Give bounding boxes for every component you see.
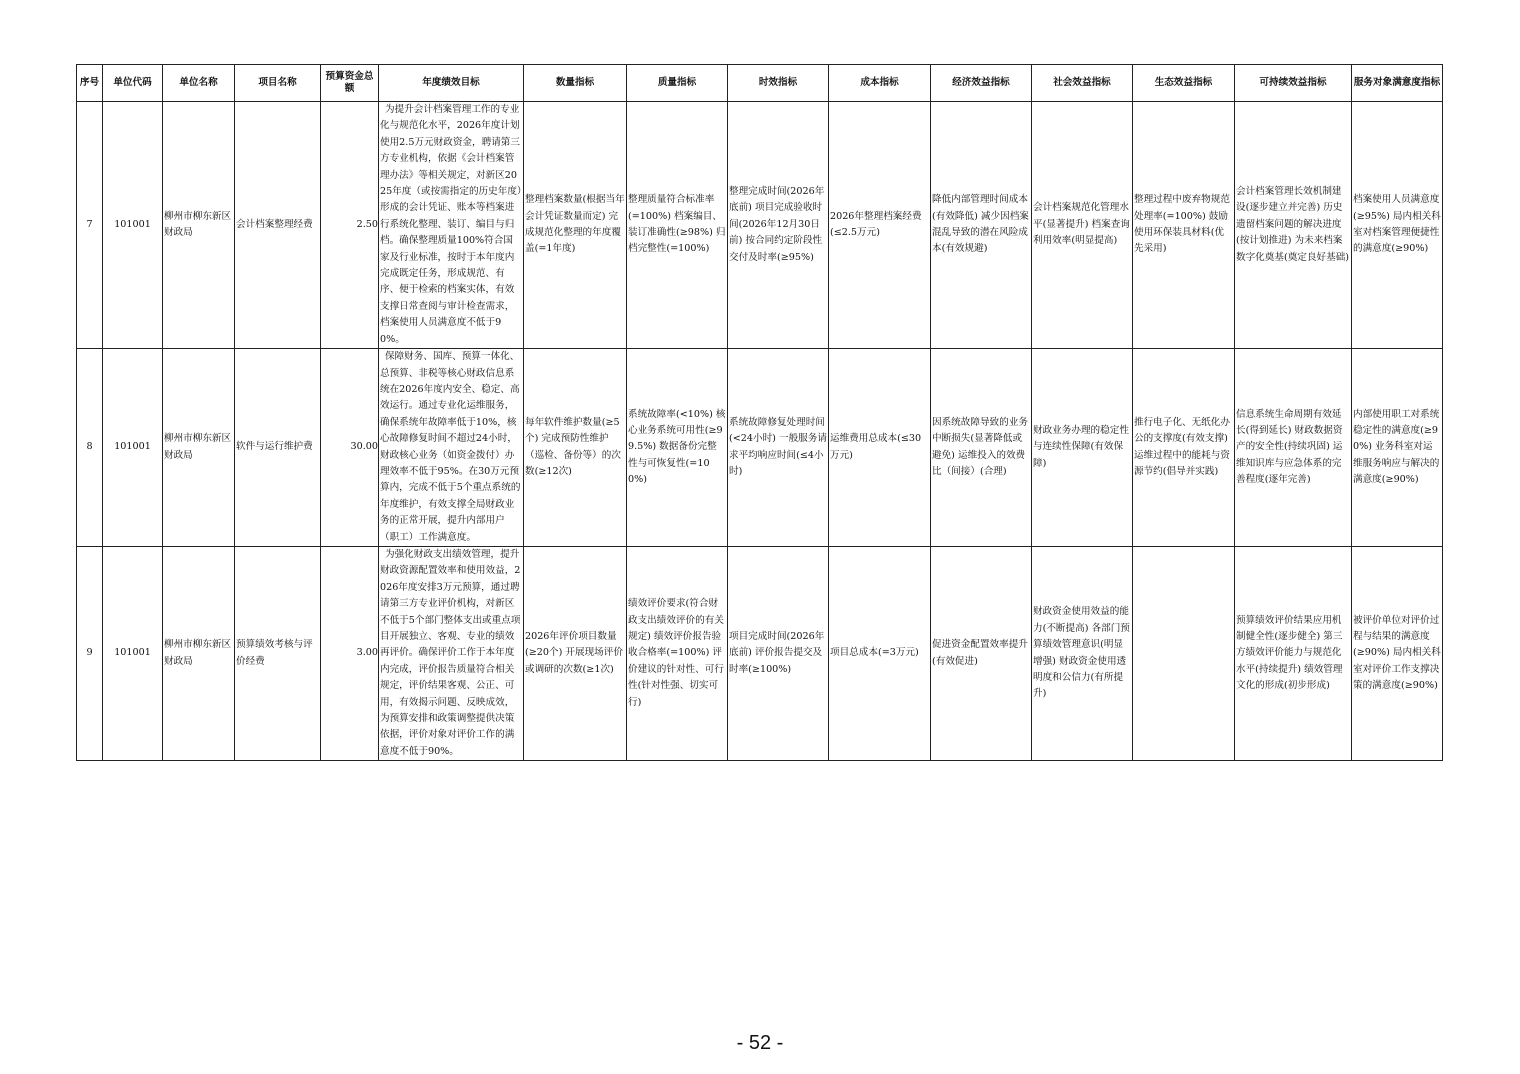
cell-project-name: 会计档案整理经费 (235, 102, 321, 349)
cell-timeliness: 整理完成时间(2026年底前) 项目完成验收时间(2026年12月30日前) 按合同约定阶段性交付及时率(≥95%) (728, 102, 829, 349)
cell-unit-code: 101001 (103, 349, 163, 547)
cell-timeliness: 系统故障修复处理时间(<24小时) 一般服务请求平均响应时间(≤4小时) (728, 349, 829, 547)
header-unit-name: 单位名称 (163, 65, 235, 102)
cell-budget: 3.00 (321, 546, 379, 760)
header-unit-code: 单位代码 (103, 65, 163, 102)
header-annual-goal: 年度绩效目标 (379, 65, 524, 102)
cell-seq: 8 (77, 349, 103, 547)
cell-economic: 促进资金配置效率提升(有效促进) (931, 546, 1032, 760)
cell-economic: 因系统故障导致的业务中断损失(显著降低或避免) 运维投入的效费比（间接）(合理) (931, 349, 1032, 547)
header-timeliness: 时效指标 (728, 65, 829, 102)
header-seq: 序号 (77, 65, 103, 102)
header-sustainable: 可持续效益指标 (1235, 65, 1352, 102)
cell-sustainable: 会计档案管理长效机制建设(逐步建立并完善) 历史遗留档案问题的解决进度(按计划推进) 为未来档案数字化奠基(奠定良好基础) (1235, 102, 1352, 349)
page-number: - 52 - (736, 1032, 784, 1054)
cell-satisfaction: 内部使用职工对系统稳定性的满意度(≥90%) 业务科室对运维服务响应与解决的满意度(≥90%) (1352, 349, 1443, 547)
cell-cost: 项目总成本(=3万元) (829, 546, 931, 760)
cell-budget: 30.00 (321, 349, 379, 547)
performance-table-sheet (76, 64, 1442, 761)
header-social: 社会效益指标 (1032, 65, 1133, 102)
cell-project-name: 软件与运行维护费 (235, 349, 321, 547)
cell-social: 会计档案规范化管理水平(显著提升) 档案查询利用效率(明显提高) (1032, 102, 1133, 349)
cell-annual-goal: 保障财务、国库、预算一体化、总预算、非税等核心财政信息系统在2026年度内安全、稳定、高效运行。通过专业化运维服务，确保系统年故障率低于10%，核心故障修复时间不超过24小时，财政核心业务（如资金拨付）办理效率不低于95%。在30万元预算内，完成不低于5个重点系统的年度维护，有效支撑全局财政业务的正常开展，提升内部用户（职工）工作满意度。 (379, 349, 524, 547)
header-quantity: 数量指标 (524, 65, 627, 102)
cell-seq: 9 (77, 546, 103, 760)
cell-economic: 降低内部管理时间成本(有效降低) 减少因档案混乱导致的潜在风险成本(有效规避) (931, 102, 1032, 349)
cell-ecological: 推行电子化、无纸化办公的支撑度(有效支撑) 运维过程中的能耗与资源节约(倡导并实践) (1133, 349, 1235, 547)
table-header-row (77, 65, 1443, 102)
header-project-name: 项目名称 (235, 65, 321, 102)
cell-satisfaction: 被评价单位对评价过程与结果的满意度(≥90%) 局内相关科室对评价工作支撑决策的满意度(≥90%) (1352, 546, 1443, 760)
cell-budget: 2.50 (321, 102, 379, 349)
header-quality: 质量指标 (627, 65, 728, 102)
performance-targets-table (76, 64, 1443, 761)
cell-ecological (1133, 546, 1235, 760)
cell-quality: 绩效评价要求(符合财政支出绩效评价的有关规定) 绩效评价报告验收合格率(=100%) 评价建议的针对性、可行性(针对性强、切实可行) (627, 546, 728, 760)
cell-sustainable: 信息系统生命周期有效延长(得到延长) 财政数据资产的安全性(持续巩固) 运维知识库与应急体系的完善程度(逐年完善) (1235, 349, 1352, 547)
cell-unit-name: 柳州市柳东新区财政局 (163, 102, 235, 349)
cell-annual-goal: 为提升会计档案管理工作的专业化与规范化水平，2026年度计划使用2.5万元财政资金，聘请第三方专业机构，依据《会计档案管理办法》等相关规定，对新区2025年度（或按需指定的历史年度）形成的会计凭证、账本等档案进行系统化整理、装订、编目与归档。确保整理质量100%符合国家及行业标准，按时于本年度内完成既定任务，形成规范、有序、便于检索的档案实体，有效支撑日常查阅与审计检查需求，档案使用人员满意度不低于90%。 (379, 102, 524, 349)
header-cost: 成本指标 (829, 65, 931, 102)
header-economic: 经济效益指标 (931, 65, 1032, 102)
cell-quality: 系统故障率(<10%) 核心业务系统可用性(≥99.5%) 数据备份完整性与可恢复性(=100%) (627, 349, 728, 547)
table-row (77, 349, 1443, 547)
cell-unit-name: 柳州市柳东新区财政局 (163, 349, 235, 547)
cell-cost: 2026年整理档案经费(≤2.5万元) (829, 102, 931, 349)
cell-ecological: 整理过程中废弃物规范处理率(=100%) 鼓励使用环保装具材料(优先采用) (1133, 102, 1235, 349)
cell-quantity: 每年软件维护数量(≥5个) 完成预防性维护（巡检、备份等）的次数(≥12次) (524, 349, 627, 547)
header-ecological: 生态效益指标 (1133, 65, 1235, 102)
cell-unit-code: 101001 (103, 102, 163, 349)
cell-satisfaction: 档案使用人员满意度(≥95%) 局内相关科室对档案管理便捷性的满意度(≥90%) (1352, 102, 1443, 349)
cell-quality: 整理质量符合标准率(=100%) 档案编目、装订准确性(≥98%) 归档完整性(=100%) (627, 102, 728, 349)
cell-social: 财政资金使用效益的能力(不断提高) 各部门预算绩效管理意识(明显增强) 财政资金使用透明度和公信力(有所提升) (1032, 546, 1133, 760)
header-budget: 预算资金总额 (321, 65, 379, 102)
table-row (77, 102, 1443, 349)
cell-seq: 7 (77, 102, 103, 349)
cell-unit-code: 101001 (103, 546, 163, 760)
table-row (77, 546, 1443, 760)
cell-cost: 运维费用总成本(≤30万元) (829, 349, 931, 547)
cell-quantity: 2026年评价项目数量(≥20个) 开展现场评价或调研的次数(≥1次) (524, 546, 627, 760)
header-satisfaction: 服务对象满意度指标 (1352, 65, 1443, 102)
cell-quantity: 整理档案数量(根据当年会计凭证数量而定) 完成规范化整理的年度覆盖(=1年度) (524, 102, 627, 349)
cell-annual-goal: 为强化财政支出绩效管理，提升财政资源配置效率和使用效益，2026年度安排3万元预算，通过聘请第三方专业评价机构，对新区不低于5个部门整体支出或重点项目开展独立、客观、专业的绩效再评价。确保评价工作于本年度内完成，评价报告质量符合相关规定，评价结果客观、公正、可用，有效揭示问题、反映成效，为预算安排和政策调整提供决策依据，评价对象对评价工作的满意度不低于90%。 (379, 546, 524, 760)
cell-sustainable: 预算绩效评价结果应用机制健全性(逐步健全) 第三方绩效评价能力与规范化水平(持续提升) 绩效管理文化的形成(初步形成) (1235, 546, 1352, 760)
cell-timeliness: 项目完成时间(2026年底前) 评价报告提交及时率(≥100%) (728, 546, 829, 760)
cell-unit-name: 柳州市柳东新区财政局 (163, 546, 235, 760)
cell-social: 财政业务办理的稳定性与连续性保障(有效保障) (1032, 349, 1133, 547)
cell-project-name: 预算绩效考核与评价经费 (235, 546, 321, 760)
